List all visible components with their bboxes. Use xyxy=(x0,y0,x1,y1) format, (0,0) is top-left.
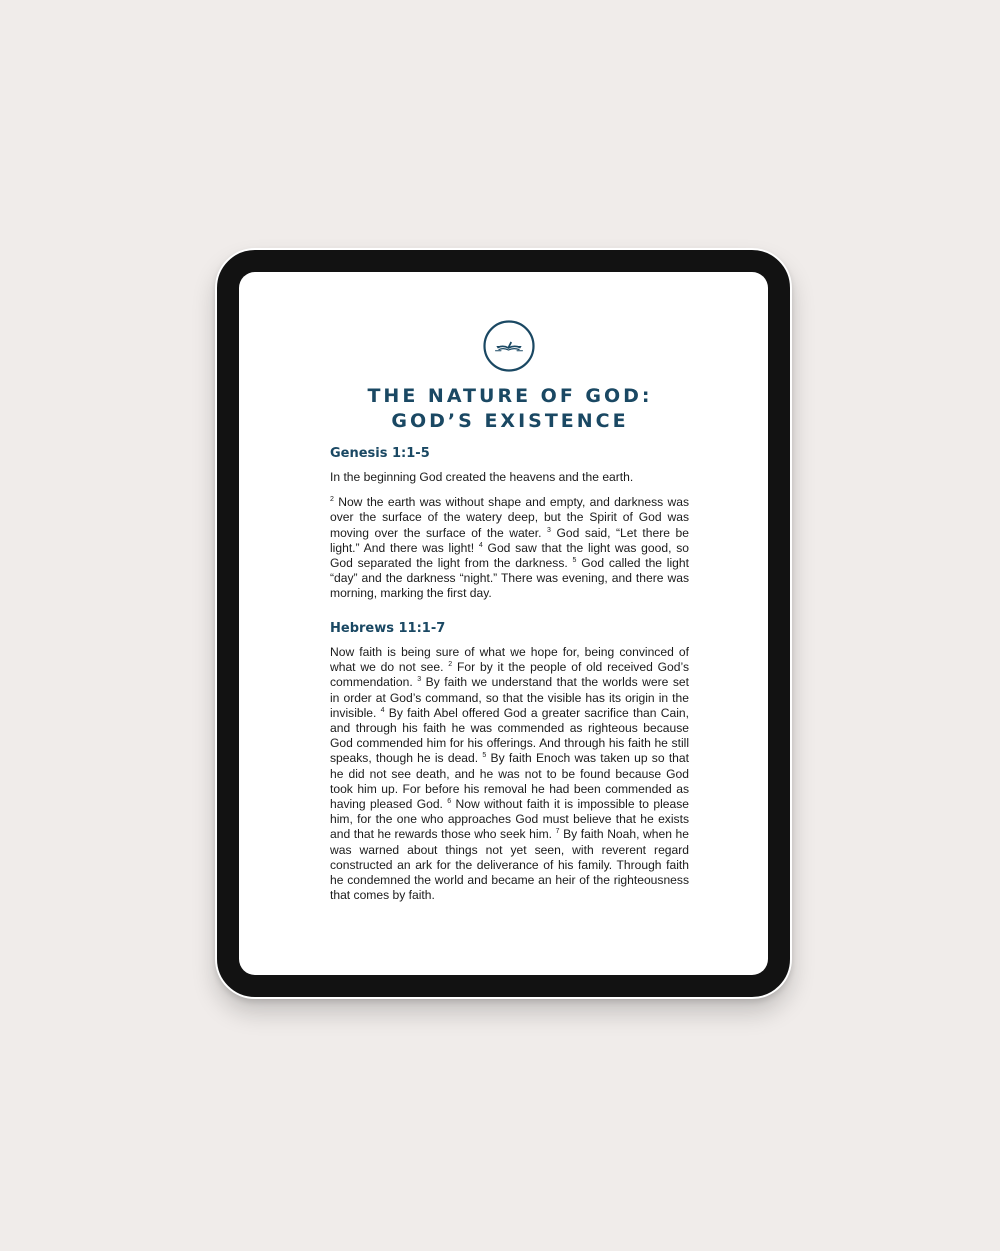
scripture-section-genesis xyxy=(330,446,689,612)
verse-text: Now without faith it is impossible to please him, for the one who approaches God must believe that he exists and that he rewards those who seek him. xyxy=(330,797,689,842)
verse-text: Now the earth was without shape and empty, and darkness was over the surface of the watery deep, but the Spirit of God was moving over the surface of the water. xyxy=(330,495,689,540)
scripture-paragraph xyxy=(330,645,689,903)
verse-text: God saw that the light was good, so God separated the light from the darkness. xyxy=(330,540,689,571)
verse-text: By faith we understand that the worlds were set in order at God’s command, so that the visible has its origin in the invisible. xyxy=(330,675,689,720)
verse-number: 3 xyxy=(417,676,422,684)
verse-text: In the beginning God created the heavens and the earth. xyxy=(330,470,634,484)
verse-number: 5 xyxy=(572,556,577,564)
verse-text: Now faith is being sure of what we hope for, being convinced of what we do not see. xyxy=(330,645,689,675)
scripture-paragraph xyxy=(330,495,689,601)
verse-number: 2 xyxy=(330,496,334,504)
verse-number: 2 xyxy=(448,661,453,669)
title-line-1: THE NATURE OF GOD: xyxy=(367,385,653,407)
verse-number: 4 xyxy=(478,541,483,549)
verse-number: 6 xyxy=(447,798,452,805)
scripture-paragraph xyxy=(330,470,689,485)
verse-text: For by it the people of old received God’s commendation. xyxy=(330,660,690,690)
verse-text: By faith Noah, when he was warned about things not yet seen, with reverent regard constructed an ark for the deliverance of his family. Through faith he condemned the world and became an heir of the righteousness that comes by faith. xyxy=(330,827,689,903)
verse-text: God called the light “day” and the darkness “night.” There was evening, and there was morning, marking the first day. xyxy=(330,556,689,601)
scripture-reference: Hebrews 11:1-7 xyxy=(330,621,446,636)
verse-number: 5 xyxy=(482,752,487,760)
verse-text: By faith Abel offered God a greater sacrifice than Cain, and through his faith he was commended as righteous because God commended him for his offerings. And through his faith he still speaks, though he is dead. xyxy=(330,705,689,766)
verse-number: 4 xyxy=(380,706,385,714)
scripture-section-hebrews xyxy=(330,621,689,913)
open-book-icon xyxy=(483,320,535,372)
verse-number: 7 xyxy=(555,828,560,836)
title-line-2: GOD’S EXISTENCE xyxy=(391,410,629,432)
page-title xyxy=(290,384,730,434)
tablet-screen xyxy=(239,272,768,975)
verse-text: God said, “Let there be light.” And there was light! xyxy=(330,525,689,555)
scripture-reference: Genesis 1:1-5 xyxy=(330,446,430,461)
verse-number: 3 xyxy=(547,526,551,534)
tablet-device xyxy=(215,248,792,999)
verse-text: By faith Enoch was taken up so that he did not see death, and he was not to be found because God took him up. For before his removal he had been commended as having pleased God. xyxy=(330,751,689,812)
